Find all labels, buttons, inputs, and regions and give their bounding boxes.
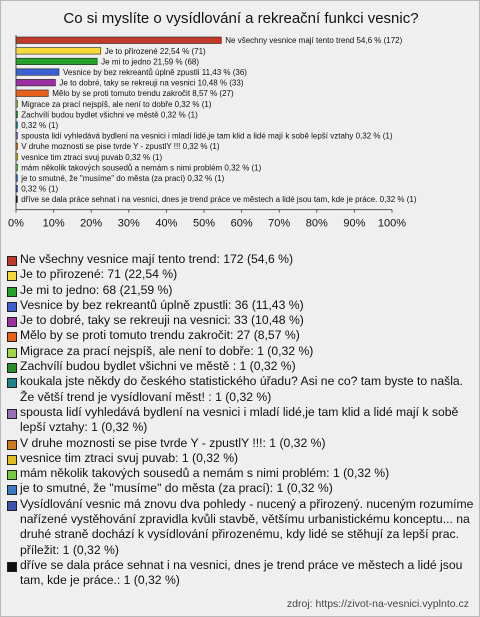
bar [16,90,48,97]
x-tick-label: 40% [155,217,178,230]
legend-label: mám několik takových sousedů a nemám s nimi problém: 1 (0,32 %) [20,466,390,481]
legend-item [7,436,475,451]
legend-label: koukala jste někdy do českého statistického úřadu? Asi ne co? tam byste to našla. Že větší trend je vysídlovaní měst! : 1 (0,32 %) [20,374,464,404]
legend-swatch [7,363,17,373]
source-note: zdroj: https://zivot-na-vesnici.vyplnto.cz [286,598,469,610]
legend-label: Vysídlování vesnic má znovu dva pohledy - nucený a přirozený. nuceným rozumíme nařízené vystěhování zpravidla kvůli stavbě, většímu urbanistickému konceptu... na druhé straně dochází k vysídlování přirozenému, kdy lidé se stěhují za lepší prac. příležit: 1 (0,32 %) [20,496,474,557]
x-tick-label: 0% [8,217,24,230]
bar-label: Zachvílí budou bydlet všichni ve městě 0,32 % (1) [21,110,198,120]
legend-swatch [7,332,17,342]
legend-swatch [7,409,17,419]
legend-label: V druhe moznosti se pise tvrde Y - zpustlY !!!: 1 (0,32 %) [20,435,326,450]
legend-item [7,374,475,405]
bar [16,154,17,161]
x-tick-label: 60% [230,217,253,230]
legend-swatch [7,485,17,495]
legend-item [7,328,475,343]
x-tick-label: 70% [268,217,291,230]
legend-label: Je to přirozené: 71 (22,54 %) [20,267,178,282]
bar-label: 0,32 % (1) [21,184,59,194]
legend-swatch [7,562,17,572]
bar-label: Vesnice by bez rekreantů úplně zpustli 11,43 % (36) [62,68,247,77]
legend-item [7,252,475,267]
legend-item [7,466,475,481]
legend-item [7,313,475,328]
legend-item [7,481,475,496]
legend-swatch [7,440,17,450]
bar-label: Je to dobré, taky se rekreuji na vesnici 10,48 % (33) [59,78,244,88]
bar [16,79,55,86]
bar-label: dříve se dala práce sehnat i na vesnici, dnes je trend práce ve městech a lidé jsou tam, kde je práce. 0,32 % (1) [21,195,417,205]
legend-swatch [7,378,17,388]
legend-item [7,283,475,298]
chart-title: Co si myslíte o vysídlování a rekreační funkci vesnic? [63,10,419,27]
bar-label: spousta lidí vyhledává bydlení na vesnici i mladí lidé,je tam klid a lidé mají k sobě lepší vztahy 0,32 % (1) [21,131,393,141]
bar-plot [1,31,480,251]
legend-swatch [7,348,17,358]
legend-item [7,298,475,313]
bar [16,48,101,55]
x-tick-label: 20% [80,217,103,230]
legend-swatch [7,287,17,297]
bar [16,69,59,76]
bar-label: Je mi to jedno 21,59 % (68) [101,57,200,67]
legend [7,252,475,589]
legend-item [7,451,475,466]
bar [16,122,17,129]
bar [16,164,17,171]
legend-item [7,344,475,359]
legend-label: Zachvílí budou bydlet všichni ve městě : 1 (0,32 %) [20,359,296,374]
x-tick-label: 30% [117,217,140,230]
legend-label: dříve se dala práce sehnat i na vesnici, dnes je trend práce ve městech a lidé jsou tam, kde je práce.: 1 (0,32 %) [20,557,463,588]
legend-swatch [7,455,17,465]
legend-label: Ne všechny vesnice mají tento trend: 172 (54,6 %) [20,252,294,266]
bar [16,37,221,44]
legend-label: Vesnice by bez rekreantů úplně zpustli: 36 (11,43 %) [20,297,304,312]
legend-label: Mělo by se proti tomuto trendu zakročit: 27 (8,57 %) [20,328,300,343]
legend-label: Migrace za prací nejspíš, ale není to dobře: 1 (0,32 %) [20,343,314,358]
bar [16,185,17,192]
bar [16,101,17,108]
legend-item [7,267,475,282]
legend-item [7,405,475,436]
bar [16,58,97,64]
legend-label: Je mi to jedno: 68 (21,59 %) [20,282,173,297]
bar-label: Je to přirozené 22,54 % (71) [104,46,206,56]
x-tick-label: 90% [343,217,366,230]
bar-label: Ne všechny vesnice mají tento trend 54,6 % (172) [225,36,403,46]
bar-label: vesnice tim ztraci svuj puvab 0,32 % (1) [21,152,163,162]
legend-label: Je to dobré, taky se rekreuji na vesnici: 33 (10,48 %) [20,313,304,328]
legend-swatch [7,470,17,480]
legend-swatch [7,317,17,327]
legend-label: spousta lidí vyhledává bydlení na vesnici i mladí lidé,je tam klid a lidé mají k sobě lepší vztahy: 1 (0,32 %) [20,404,459,435]
bar-label: je to smutné, že "musíme" do města (za prací) 0,32 % (1) [21,174,225,183]
x-tick-label: 80% [305,217,328,230]
x-tick-label: 50% [192,217,216,230]
legend-item [7,497,475,558]
legend-label: je to smutné, že "musíme" do města (za prací): 1 (0,32 %) [20,481,333,496]
bar [16,196,17,203]
x-tick-label: 10% [42,217,65,230]
bar [16,111,17,118]
legend-label: vesnice tim ztraci svuj puvab: 1 (0,32 %) [20,450,239,465]
legend-swatch [7,256,17,266]
legend-item [7,558,475,589]
legend-swatch [7,501,17,511]
x-tick-label: 100% [377,217,407,230]
bar-label: 0,32 % (1) [21,121,59,130]
bar-label: V druhe moznosti se pise tvrde Y - zpustlY !!! 0,32 % (1) [21,142,220,152]
bar-label: Mělo by se proti tomuto trendu zakročit 8,57 % (27) [52,89,234,99]
legend-item [7,359,475,374]
bar [16,143,17,150]
bar-label: mám několik takových sousedů a nemám s nimi problém 0,32 % (1) [21,163,262,173]
bar-label: Migrace za prací nejspíš, ale není to dobře 0,32 % (1) [21,99,212,109]
bar [16,132,17,139]
bar [16,175,17,182]
legend-swatch [7,271,17,281]
legend-swatch [7,302,17,312]
